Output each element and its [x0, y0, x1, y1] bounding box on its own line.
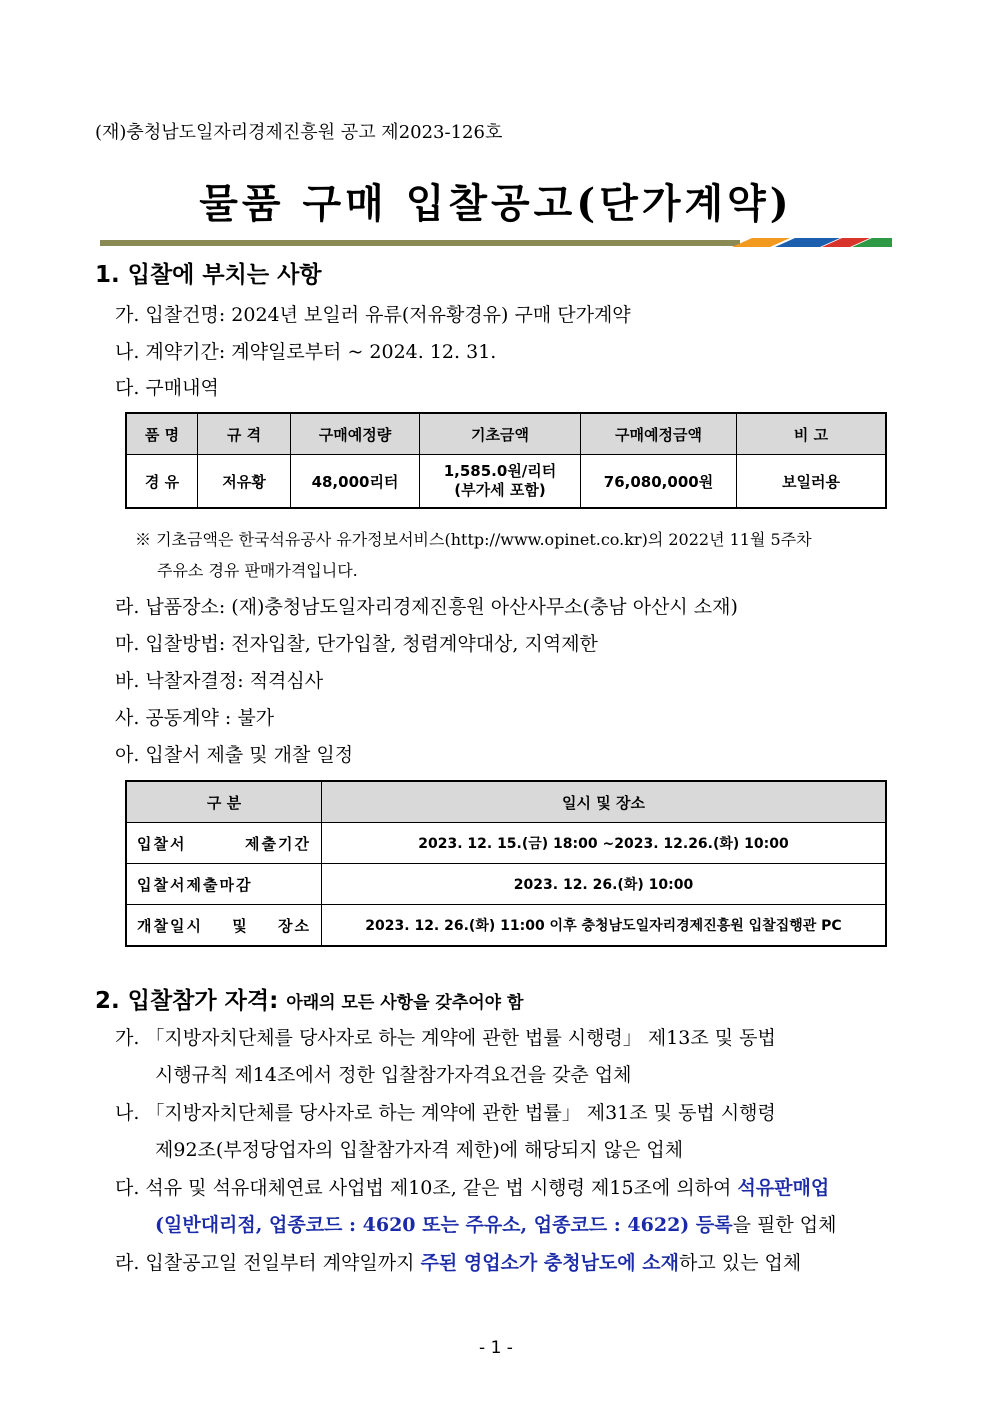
schedule-label: 개찰일시 및 장소: [126, 905, 322, 947]
header-category: 구 분: [126, 781, 322, 823]
base-price-unit: 1,585.0원/리터: [443, 462, 557, 480]
page-title: 물품 구매 입찰공고(단가계약): [199, 180, 793, 227]
cell-name: 경 유: [126, 455, 198, 509]
header-remark: 비 고: [737, 413, 887, 455]
da-text-highlight-2: (일반대리점, 업종코드 : 4620 또는 주유소, 업종코드 : 4622) 등록: [155, 1214, 733, 1236]
base-price-note: [135, 524, 895, 586]
table-row: [126, 823, 886, 864]
section2-heading: [95, 982, 523, 1015]
qualification-ga-line1: 가. 「지방자치단체를 당사자로 하는 계약에 관한 법률 시행령」 제13조 및 동법: [115, 1027, 776, 1049]
qualification-ga: [115, 1020, 900, 1094]
purchase-table-header: [126, 413, 886, 455]
section1-heading: 1. 입찰에 부치는 사항: [95, 262, 322, 288]
cell-quantity: 48,000리터: [291, 455, 420, 509]
section2-title: 2. 입찰참가 자격:: [95, 988, 279, 1014]
schedule-table: [125, 780, 887, 947]
item-ma: 마. 입찰방법: 전자입찰, 단가입찰, 청렴계약대상, 지역제한: [115, 633, 598, 655]
underline-olive: [100, 240, 740, 246]
da-text-highlight: 석유판매업: [737, 1177, 830, 1199]
item-sa: 사. 공동계약 : 불가: [115, 707, 275, 729]
table-row: [126, 905, 886, 947]
page-number: - 1 -: [479, 1338, 513, 1358]
header-name: 품 명: [126, 413, 198, 455]
section2-subtitle: 아래의 모든 사항을 갖추어야 함: [286, 993, 524, 1013]
item-na: 나. 계약기간: 계약일로부터 ~ 2024. 12. 31.: [115, 341, 497, 363]
header-datetime-place: 일시 및 장소: [322, 781, 887, 823]
base-price-vat: (부가세 포함): [454, 481, 546, 499]
cell-amount: 76,080,000원: [581, 455, 737, 509]
cell-spec: 저유황: [198, 455, 291, 509]
table-row: [126, 864, 886, 905]
schedule-table-header: [126, 781, 886, 823]
qualification-na-line2: 제92조(부정당업자의 입찰참가자격 제한)에 해당되지 않은 업체: [155, 1139, 684, 1161]
da-text-plain-2: 을 필한 업체: [732, 1214, 837, 1236]
ra-text-plain: 라. 입찰공고일 전일부터 계약일까지: [115, 1252, 421, 1274]
item-ra: 라. 납품장소: (재)충청남도일자리경제진흥원 아산사무소(충남 아산시 소재): [115, 596, 738, 618]
qualification-da-line2: [115, 1207, 900, 1244]
qualification-ga-line2: 시행규칙 제14조에서 정한 입찰참가자격요건을 갖춘 업체: [155, 1064, 632, 1086]
cell-base-price: [420, 455, 581, 509]
ra-text-plain-2: 하고 있는 업체: [678, 1252, 802, 1274]
note-line-2: 주유소 경유 판매가격입니다.: [157, 561, 358, 580]
schedule-label: 입찰서 제출기간: [126, 823, 322, 864]
qualification-da: [115, 1170, 900, 1244]
schedule-label: 입찰서제출마감: [126, 864, 322, 905]
da-text-plain: 다. 석유 및 석유대체연료 사업법 제10조, 같은 법 시행령 제15조에 의하여: [115, 1177, 738, 1199]
schedule-value: 2023. 12. 15.(금) 18:00 ~2023. 12.26.(화) 10:00: [322, 823, 887, 864]
header-quantity: 구매예정량: [291, 413, 420, 455]
qualification-ra: [115, 1245, 900, 1282]
notice-number: (재)충청남도일자리경제진흥원 공고 제2023-126호: [95, 122, 503, 143]
header-spec: 규 격: [198, 413, 291, 455]
item-a: 아. 입찰서 제출 및 개찰 일정: [115, 744, 354, 766]
item-ba: 바. 낙찰자결정: 적격심사: [115, 670, 324, 692]
title-underline-bar: [100, 238, 892, 247]
schedule-value: 2023. 12. 26.(화) 10:00: [322, 864, 887, 905]
cell-remark: 보일러용: [737, 455, 887, 509]
item-da: 다. 구매내역: [115, 377, 219, 399]
schedule-value: 2023. 12. 26.(화) 11:00 이후 충청남도일자리경제진흥원 입찰집행관 PC: [322, 905, 887, 947]
note-line-1: ※ 기초금액은 한국석유공사 유가정보서비스(http://www.opinet.co.kr)의 2022년 11월 5주차: [135, 530, 812, 549]
qualification-na-line1: 나. 「지방자치단체를 당사자로 하는 계약에 관한 법률」 제31조 및 동법 시행령: [115, 1102, 776, 1124]
qualification-da-line1: [115, 1170, 900, 1207]
item-ga: 가. 입찰건명: 2024년 보일러 유류(저유황경유) 구매 단가계약: [115, 304, 631, 326]
table-row: [126, 455, 886, 509]
purchase-table: [125, 412, 887, 509]
qualification-na: [115, 1095, 900, 1169]
header-base-price: 기초금액: [420, 413, 581, 455]
ra-text-highlight: 주된 영업소가 충청남도에 소재: [420, 1252, 679, 1274]
header-amount: 구매예정금액: [581, 413, 737, 455]
